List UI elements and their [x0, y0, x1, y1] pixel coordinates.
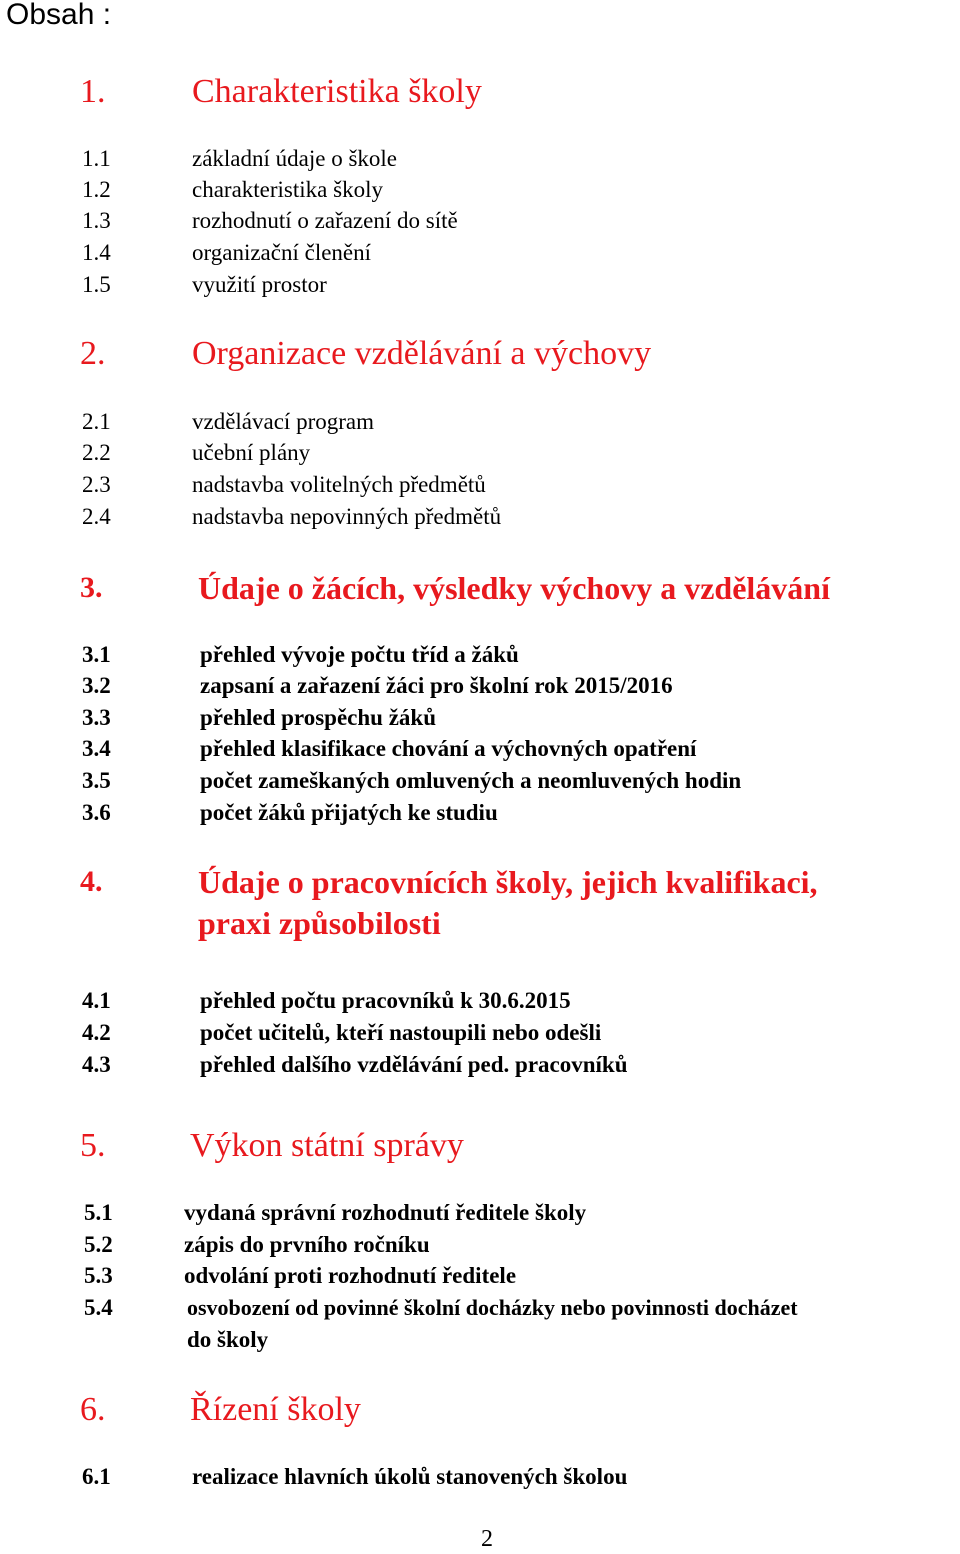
item-text: počet zameškaných omluvených a neomluvených hodin — [200, 768, 742, 793]
item-text: odvolání proti rozhodnutí ředitele — [184, 1263, 517, 1288]
item-number: 5.4 — [84, 1295, 113, 1320]
item-text: zapsaní a zařazení žáci pro školní rok 2015/2016 — [200, 673, 673, 698]
section-number: 3. — [80, 571, 103, 604]
section-title: Výkon státní správy — [190, 1127, 464, 1164]
section-number: 2. — [80, 335, 106, 372]
section-number: 4. — [80, 865, 103, 898]
section-title: Řízení školy — [190, 1391, 361, 1428]
item-number: 2.4 — [82, 504, 111, 529]
item-number: 1.3 — [82, 208, 111, 233]
item-number: 6.1 — [82, 1464, 111, 1489]
page-title: Obsah : — [6, 0, 112, 31]
item-number: 1.1 — [82, 146, 111, 171]
item-text: přehled dalšího vzdělávání ped. pracovníků — [200, 1052, 628, 1077]
item-text: nadstavba nepovinných předmětů — [192, 504, 502, 529]
item-text: organizační členění — [192, 240, 372, 265]
section-title: Organizace vzdělávání a výchovy — [192, 335, 652, 372]
item-text: počet žáků přijatých ke studiu — [200, 800, 498, 825]
item-text: základní údaje o škole — [192, 146, 398, 171]
section-number: 6. — [80, 1391, 106, 1428]
item-text: nadstavba volitelných předmětů — [192, 472, 486, 497]
item-text: osvobození od povinné školní docházky nebo povinnosti docházet — [187, 1295, 798, 1320]
item-number: 1.2 — [82, 177, 111, 202]
item-number: 4.1 — [82, 988, 111, 1013]
section-title: Charakteristika školy — [192, 73, 482, 110]
item-text: vydaná správní rozhodnutí ředitele školy — [184, 1200, 587, 1225]
item-number: 5.1 — [84, 1200, 113, 1225]
item-text: rozhodnutí o zařazení do sítě — [192, 208, 458, 233]
section-number: 5. — [80, 1127, 106, 1164]
item-number: 3.2 — [82, 673, 111, 698]
item-number: 4.3 — [82, 1052, 111, 1077]
item-number: 1.4 — [82, 240, 111, 265]
item-text: zápis do prvního ročníku — [184, 1232, 430, 1257]
item-text: charakteristika školy — [192, 177, 383, 202]
item-text: počet učitelů, kteří nastoupili nebo odešli — [200, 1020, 602, 1045]
item-number: 5.2 — [84, 1232, 113, 1257]
item-text: vzdělávací program — [192, 409, 374, 434]
item-number: 2.1 — [82, 409, 111, 434]
section-title: Údaje o žácích, výsledky výchovy a vzdělávání — [198, 570, 830, 606]
item-text: přehled počtu pracovníků k 30.6.2015 — [200, 988, 571, 1013]
page-number: 2 — [481, 1526, 493, 1552]
item-text: využití prostor — [192, 272, 327, 297]
section-number: 1. — [80, 73, 106, 110]
item-number: 2.3 — [82, 472, 111, 497]
item-text: přehled vývoje počtu tříd a žáků — [200, 642, 519, 667]
item-number: 4.2 — [82, 1020, 111, 1045]
item-number: 1.5 — [82, 272, 111, 297]
item-text: přehled prospěchu žáků — [200, 705, 437, 730]
section-title-continued: praxi způsobilosti — [198, 905, 441, 941]
item-number: 3.3 — [82, 705, 111, 730]
item-text: realizace hlavních úkolů stanovených školou — [192, 1464, 628, 1489]
item-text: přehled klasifikace chování a výchovných opatření — [200, 736, 697, 761]
section-title: Údaje o pracovnících školy, jejich kvalifikaci, — [198, 864, 818, 900]
item-number: 3.1 — [82, 642, 111, 667]
item-number: 2.2 — [82, 440, 111, 465]
item-number: 3.5 — [82, 768, 111, 793]
item-number: 5.3 — [84, 1263, 113, 1288]
item-number: 3.6 — [82, 800, 111, 825]
item-text-continued: do školy — [187, 1327, 269, 1352]
item-number: 3.4 — [82, 736, 111, 761]
item-text: učební plány — [192, 440, 311, 465]
